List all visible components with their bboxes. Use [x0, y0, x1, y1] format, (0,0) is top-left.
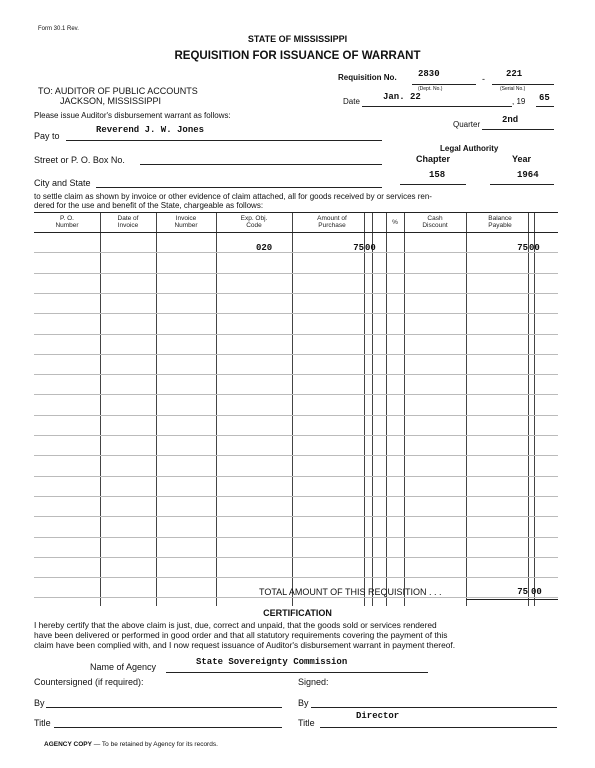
requisition-dash: - [482, 74, 485, 84]
agency-value: State Sovereignty Commission [196, 657, 348, 667]
total-cents: 00 [531, 587, 542, 597]
row-balance-cents: 00 [529, 243, 540, 253]
certification-line-2: have been delivered or performed in good order and that all statutory requirements covering the payment of this [34, 630, 448, 640]
signer-title-value: Director [356, 711, 400, 721]
to-line-1: TO: AUDITOR OF PUBLIC ACCOUNTS [38, 86, 198, 96]
dept-no-caption: (Dept. No.) [418, 86, 443, 92]
certification-line-1: I hereby certify that the above claim is just, due, correct and unpaid, that the goods sold or services rendered [34, 620, 437, 630]
chapter-label: Chapter [416, 154, 451, 164]
state-heading: STATE OF MISSISSIPPI [247, 34, 348, 44]
header-exp-obj-code: Exp. Obj. Code [240, 215, 268, 229]
countersigned-title-label: Title [34, 718, 51, 728]
chapter-value: 158 [429, 170, 446, 180]
total-label: TOTAL AMOUNT OF THIS REQUISITION . . . [259, 587, 442, 597]
certification-heading: CERTIFICATION [263, 608, 332, 618]
year-value: 1964 [517, 170, 539, 180]
header-date-of-invoice: Date of Invoice [117, 215, 139, 229]
countersigned-by-label: By [34, 698, 45, 708]
to-line-2: JACKSON, MISSISSIPPI [60, 96, 162, 106]
row-exp-code: 020 [256, 243, 273, 253]
header-invoice-number: Invoice Number [174, 215, 198, 229]
date-year-prefix: , 19 [512, 97, 526, 106]
header-po-number: P. O. Number [55, 215, 79, 229]
street-label: Street or P. O. Box No. [34, 155, 125, 165]
pay-to-value: Reverend J. W. Jones [96, 125, 205, 135]
instruction-text: Please issue Auditor's disbursement warrant as follows: [34, 111, 231, 120]
header-amount-of-purchase: Amount of Purchase [317, 215, 347, 229]
requisition-label: Requisition No. [338, 73, 397, 82]
settle-text-line-2: dered for the use and benefit of the State, chargeable as follows: [34, 201, 264, 210]
certification-line-3: claim have been complied with, and I now request issuance of Auditor's disbursement warrant in payment thereof. [34, 640, 456, 650]
total-dollars: 75 [517, 587, 528, 597]
dept-no-value: 2830 [418, 69, 440, 79]
agency-label: Name of Agency [90, 662, 157, 672]
legal-authority-label: Legal Authority [440, 144, 499, 153]
countersigned-label: Countersigned (if required): [34, 677, 144, 687]
settle-text-line-1: to settle claim as shown by invoice or other evidence of claim attached, all for goods received by or services ren- [34, 192, 432, 201]
row-amount-dollars: 75 [353, 243, 364, 253]
signed-title-label: Title [298, 718, 315, 728]
date-value: Jan. 22 [383, 92, 421, 102]
year-label: Year [512, 154, 532, 164]
page-title: REQUISITION FOR ISSUANCE OF WARRANT [174, 50, 421, 62]
city-label: City and State [34, 178, 91, 188]
header-cash-discount: Cash Discount [422, 215, 448, 229]
date-label: Date [343, 97, 360, 106]
header-percent: % [392, 219, 398, 226]
date-year-value: 65 [539, 93, 550, 103]
signed-by-label: By [298, 698, 309, 708]
serial-no-caption: (Serial No.) [500, 86, 526, 92]
quarter-label: Quarter [453, 120, 481, 129]
header-balance-payable: Balance Payable [488, 215, 512, 229]
claims-table [34, 212, 558, 606]
serial-no-value: 221 [506, 69, 523, 79]
form-number: Form 30.1 Rev. [38, 26, 79, 32]
row-balance-dollars: 75 [517, 243, 528, 253]
signed-label: Signed: [298, 677, 329, 687]
row-amount-cents: 00 [365, 243, 376, 253]
pay-to-label: Pay to [34, 131, 60, 141]
quarter-value: 2nd [502, 115, 519, 125]
footer-note: AGENCY COPY — To be retained by Agency for its records. [44, 741, 218, 748]
